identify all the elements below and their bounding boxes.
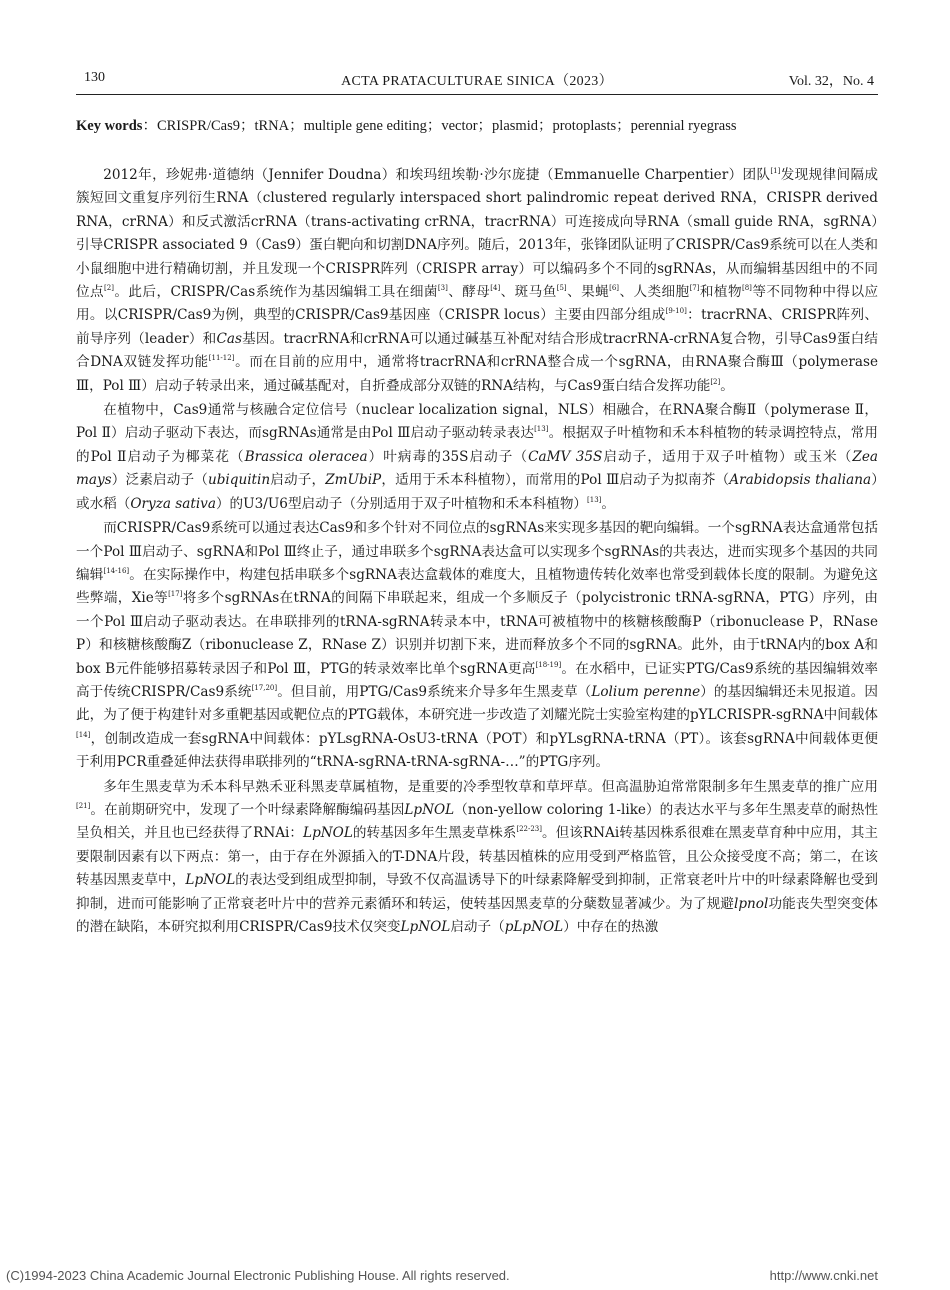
text-run: 。在实际操作中，构建包括串联多个sgRNA表达盒载体的难度大，且植物遗传转化效率也常受到载体长度的限制。为避免这些弊端，Xie等 bbox=[76, 566, 879, 607]
text-run: 的转基因多年生黑麦草株系 bbox=[352, 825, 517, 842]
paragraph bbox=[76, 517, 878, 774]
text-run: 的表达受到组成型抑制，导致不仅高温诱导下的叶绿素降解受到抑制，正常衰老叶片中的叶绿素降解也受到抑制，进而可能影响了正常衰老叶片中的营养元素循环和转运，使转基因黑麦草的分蘖数显著减少。为了规避 bbox=[76, 872, 879, 912]
italic-term: Zea mays bbox=[76, 448, 879, 489]
italic-term: Brassica oleracea bbox=[244, 448, 368, 465]
page-number: 130 bbox=[84, 70, 105, 85]
citation-ref: [5] bbox=[556, 284, 567, 293]
copyright-notice: (C)1994-2023 China Academic Journal Electronic Publishing House. All rights reserved. bbox=[6, 1268, 510, 1283]
text-run: 而CRISPR/Cas9系统可以通过表达Cas9和多个针对不同位点的sgRNAs来实现多基因的靶向编辑。一个sgRNA表达盒通常包括一个Pol Ⅲ启动子、sgRNA和Pol Ⅲ终止子，通过串联多个sgRNA表达盒可以实现多个sgRNAs的共表达，进而实现多个基因的共同编辑 bbox=[76, 520, 878, 583]
citation-ref: [17,20] bbox=[251, 683, 278, 692]
text-run: 。根据双子叶植物和禾本科植物的转录调控特点，常用的Pol Ⅱ启动子为椰菜花（ bbox=[76, 425, 878, 465]
italic-term: Lolium perenne bbox=[591, 683, 701, 700]
citation-ref: [14] bbox=[76, 730, 91, 739]
text-run: ）泛素启动子（ bbox=[111, 472, 208, 489]
citation-ref: [3] bbox=[437, 284, 448, 293]
text-run: 启动子，适用于双子叶植物）或玉米（ bbox=[602, 448, 853, 465]
italic-term: LpNOL bbox=[400, 919, 451, 935]
text-run: 、斑马鱼 bbox=[500, 284, 557, 301]
italic-term: ubiquitin bbox=[207, 472, 271, 489]
italic-term: LpNOL bbox=[303, 825, 353, 842]
italic-term: Arabidopsis thaliana bbox=[729, 472, 872, 489]
text-run: 。在水稻中，已证实PTG/Cas9系统的基因编辑效率高于传统CRISPR/Cas9系统 bbox=[76, 660, 878, 700]
text-run: ）的基因编辑还未见报道。因此，为了便于构建针对多重靶基因或靶位点的PTG载体，本研究进一步改造了刘耀光院士实验室构建的pYLCRISPR-sgRNA中间载体 bbox=[76, 683, 878, 724]
text-run: 。此后，CRISPR/Cas系统作为基因编辑工具在细菌 bbox=[113, 284, 438, 301]
text-run: 、人类细胞 bbox=[619, 284, 690, 301]
italic-term: lpnol bbox=[734, 895, 769, 912]
citation-ref: [7] bbox=[689, 284, 700, 293]
text-run: 多年生黑麦草为禾本科早熟禾亚科黑麦草属植物，是重要的冷季型牧草和草坪草。但高温胁迫常常限制多年生黑麦草的推广应用 bbox=[103, 778, 878, 795]
italic-term: CaMV 35S bbox=[528, 448, 603, 465]
citation-ref: [6] bbox=[609, 284, 620, 293]
text-run: ：tracrRNA、CRISPR阵列、前导序列（leader）和 bbox=[76, 307, 879, 347]
italic-term: pLpNOL bbox=[504, 919, 564, 935]
citation-ref: [22-23] bbox=[516, 825, 542, 834]
text-run: 启动子（ bbox=[450, 919, 505, 935]
text-run: 。 bbox=[720, 377, 734, 394]
paragraph bbox=[76, 164, 878, 398]
journal-title: ACTA PRATACULTURAE SINICA（2023） bbox=[341, 74, 613, 89]
citation-ref: [18-19] bbox=[535, 660, 562, 669]
citation-ref: [17] bbox=[168, 590, 183, 599]
text-run: ，适用于禾本科植物），而常用的Pol Ⅲ启动子为拟南芥（ bbox=[381, 472, 730, 489]
text-run: 。但目前，用PTG/Cas9系统来介导多年生黑麦草（ bbox=[277, 683, 592, 700]
italic-term: LpNOL bbox=[185, 872, 236, 889]
italic-term: ZmUbiP bbox=[325, 472, 382, 489]
text-run: 。但该RNAi转基因株系很难在黑麦草育种中应用，其主要限制因素有以下两点：第一，由于存在外源插入的T-DNA片段，转基因植株的应用受到严格监管，且公众接受度不高；第二，在该转基因黑麦草中， bbox=[76, 825, 879, 889]
text-run: 。在前期研究中，发现了一个叶绿素降解酶编码基因 bbox=[90, 801, 405, 818]
text-run: 、果蝇 bbox=[566, 284, 610, 301]
page-header bbox=[76, 68, 878, 95]
text-run: 在植物中，Cas9通常与核融合定位信号（nuclear localization signal，NLS）相融合，在RNA聚合酶Ⅱ（polymerase Ⅱ，Pol Ⅱ）启动子驱动下表达，而sgRNAs通常是由Pol Ⅲ启动子驱动转录表达 bbox=[76, 402, 878, 442]
article-body bbox=[76, 164, 878, 939]
text-run: ）中存在的热激 bbox=[563, 919, 659, 935]
citation-ref: [13] bbox=[534, 425, 549, 434]
text-run: 。而在目前的应用中，通常将tracrRNA和crRNA整合成一个sgRNA，由RNA聚合酶Ⅲ（polymerase Ⅲ，Pol Ⅲ）启动子转录出来，通过碱基配对，自折叠成部分双链的RNA结构，与Cas9蛋白结合发挥功能 bbox=[76, 354, 878, 394]
citation-ref: [14-16] bbox=[103, 566, 130, 575]
text-run: 。 bbox=[601, 495, 615, 512]
keywords-line bbox=[76, 114, 876, 135]
citation-ref: [21] bbox=[76, 801, 91, 810]
text-run: ）或水稻（ bbox=[76, 472, 879, 512]
cnki-url: http://www.cnki.net bbox=[769, 1268, 878, 1283]
citation-ref: [1] bbox=[770, 167, 781, 175]
citation-ref: [2] bbox=[104, 284, 114, 293]
text-run: 基因。tracrRNA和crRNA可以通过碱基互补配对结合形成tracrRNA-crRNA复合物，引导Cas9蛋白结合DNA双链发挥功能 bbox=[76, 330, 878, 371]
italic-term: Oryza sativa bbox=[130, 495, 216, 512]
paragraph bbox=[76, 399, 878, 516]
text-run: （non-yellow coloring 1-like）的表达水平与多年生黑麦草的耐热性呈负相关，并且也已经获得了RNAi： bbox=[76, 801, 878, 842]
paragraph bbox=[76, 776, 878, 940]
text-run: 等不同物种中得以应用。以CRISPR/Cas9为例，典型的CRISPR/Cas9基因座（CRISPR locus）主要由四部分组成 bbox=[76, 284, 879, 324]
keywords-text: ：CRISPR/Cas9；tRNA；multiple gene editing；vector；plasmid；protoplasts；perennial ryegrass bbox=[142, 118, 737, 134]
citation-ref: [4] bbox=[490, 284, 501, 293]
text-run: 和植物 bbox=[699, 284, 742, 301]
text-run: 、酵母 bbox=[447, 284, 491, 301]
italic-term: LpNOL bbox=[404, 801, 455, 818]
keywords-label: Key words bbox=[76, 118, 143, 134]
citation-ref: [9-10] bbox=[665, 307, 687, 316]
citation-ref: [11-12] bbox=[208, 354, 235, 363]
text-run: 启动子， bbox=[270, 472, 326, 489]
citation-ref: [2] bbox=[710, 377, 721, 386]
text-run: 将多个sgRNAs在tRNA的间隔下串联起来，组成一个多顺反子（polycistronic tRNA-sgRNA，PTG）序列，由一个Pol Ⅲ启动子驱动表达。在串联排列的tRNA-sgRNA转录本中，tRNA可被植物中的核糖核酸酶P（ribonuclease P，RNase P）和核糖核酸酶Z（ribonuclease Z，RNase Z）识别并切割下来，进而释放多个不同的sgRNA。此外，由于tRNA内的box A和box B元件能够招募转录因子和Pol Ⅲ，PTG的转录效率比单个sgRNA更高 bbox=[76, 590, 878, 677]
italic-term: Cas bbox=[216, 330, 242, 347]
text-run: 功能丧失型突变体的潜在缺陷，本研究拟利用CRISPR/Cas9技术仅突变 bbox=[76, 895, 879, 935]
volume-issue: Vol. 32，No. 4 bbox=[788, 74, 874, 89]
citation-ref: [8] bbox=[741, 284, 752, 293]
text-run: ）叶病毒的35S启动子（ bbox=[367, 448, 529, 465]
citation-ref: [13] bbox=[587, 495, 602, 504]
text-run: 2012年，珍妮弗·道德纳（Jennifer Doudna）和埃玛纽埃勒·沙尔庞捷（Emmanuelle Charpentier）团队 bbox=[103, 167, 771, 183]
text-run: ，创制改造成一套sgRNA中间载体：pYLsgRNA-OsU3-tRNA（POT）和pYLsgRNA-tRNA（PT）。该套sgRNA中间载体更便于利用PCR重叠延伸法获得串联排列的“tRNA-sgRNA-tRNA-sgRNA-…”的PTG序列。 bbox=[76, 730, 878, 771]
text-run: ）的U3/U6型启动子（分别适用于双子叶植物和禾本科植物） bbox=[215, 495, 588, 512]
text-run: 发现规律间隔成簇短回文重复序列衍生RNA（clustered regularly interspaced short palindromic repeat derived RNA，CRISPR derived RNA，crRNA）和反式激活crRNA（trans-activating crRNA，tracrRNA）可连接成向导RNA（small guide RNA，sgRNA）引导CRISPR associated 9（Cas9）蛋白靶向和切割DNA序列。随后，2013年，张锋团队证明了CRISPR/Cas9系统可以在人类和小鼠细胞中进行精确切割，并且发现一个CRISPR阵列（CRISPR array）可以编码多个不同的sgRNAs，从而编辑基因组中的不同位点 bbox=[76, 167, 878, 301]
